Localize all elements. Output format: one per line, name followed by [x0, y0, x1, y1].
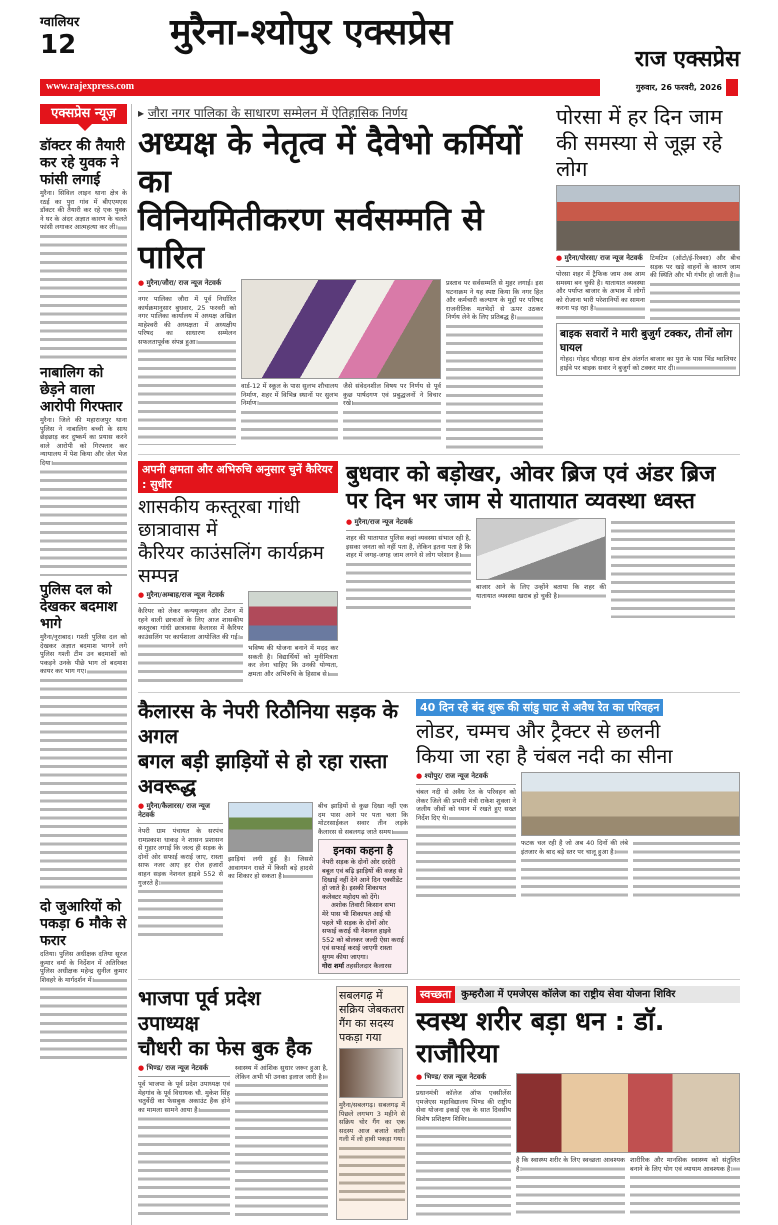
brief-body: मुरैना/नूराबाद। गश्ती पुलिस दल को देखकर अज्ञात बदमाश भागने लगे पुलिस गश्ती टीम उन बदमाशों को पकड़ने उनके पीछे भाग तो बदमाश कायर कर भाग गए। — [40, 633, 127, 893]
main-kicker: ▸ जौरा नगर पालिका के साधारण सम्मेलन में ऐतिहासिक निर्णय — [138, 106, 408, 120]
quote-text: मेरे पास भी शिकायत आई थी पहले भी सड़क के दोनों ओर सफाई कराई थी नेशनल हाइवे 552 को बोलकर जल्दी ऐसा कराई एवं सफाई कराई जाएगी रास्ता सुगम कीया जाएगा। — [322, 909, 404, 961]
bjp-col-1 — [138, 1064, 230, 1220]
page-body — [40, 104, 740, 1225]
health-col-2 — [516, 1073, 740, 1219]
main-photo — [241, 279, 441, 379]
main-story — [138, 104, 548, 449]
main-headline: अध्यक्ष के नेतृत्व में दैवेभो कर्मियों का विनियमितीकरण सर्वसम्मति से पारित — [138, 124, 523, 276]
main-body: वार्ड-12 में स्कूल के पास सुलभ शौचालय निर्माण, शहर में विभिन्न स्थानों पर सुलभ निर्माण। — [241, 382, 338, 442]
health-columns — [416, 1073, 740, 1219]
health-body: प्रधानमंत्री कॉलेज ऑफ एक्सीलेंस एमजेएस महाविद्यालय भिण्ड की राष्ट्रीय सेवा योजना इकाई एक के सात दिवसीय विशेष प्रशिक्षण शिविर। — [416, 1089, 511, 1219]
bike-body: गोहद। गोहद चौराहा थाना क्षेत्र अंतर्गत बाजार का पुरा के पास भिंड ग्वालियर हाईवे पर बाइक सवार ने बुजुर्ग को टक्कर मार दी। — [560, 355, 736, 372]
career-story — [138, 461, 338, 687]
career-byline: ● मुरैना/अम्बाह/राज न्यूज नेटवर्क — [138, 591, 243, 604]
career-headline: शासकीय कस्तूरबा गांधी छात्रावास में कैरियर काउंसलिंग कार्यक्रम सम्पन्न — [138, 496, 324, 587]
health-kicker-bar — [416, 986, 740, 1003]
jam-headline: बुधवार को बड़ोखर, ओवर ब्रिज एवं अंडर ब्रिज पर दिन भर जाम से यातायात व्यवस्था ध्वस्त — [346, 462, 716, 514]
sand-headline: लोडर, चम्मच और ट्रैक्टर से छलनी किया जा रहा है चंबल नदी का सीना — [416, 719, 673, 768]
career-body: भविष्य की योजना बनाने में मदद कर सकती है। विद्यार्थियों को मुनीमित्रता कर लेना चाहिए कि उनकी योग्यता, क्षमता और अभिरुचि के हिसाब से। — [248, 644, 338, 678]
health-tag: स्वच्छता — [416, 986, 455, 1003]
health-kicker: कुम्हरौआ में एमजेएस कॉलेज का राष्ट्रीय सेवा योजना शिविर — [461, 989, 676, 1001]
brief-body: दतिया। पुलिस अधीक्षक दतिया सूरज कुमार वर्मा के निर्देशन में अतिरिक्त पुलिस अधीक्षक महेन्द्र सुनील कुमार शिवहरे के मार्गदर्शन में। — [40, 950, 127, 1060]
row-4 — [138, 986, 740, 1225]
sand-col-2 — [521, 772, 740, 899]
career-col-1 — [138, 591, 243, 687]
jam-columns — [346, 518, 740, 618]
bjp-story — [138, 986, 328, 1220]
kailaras-body: झाड़ियां लगी हुई है। जिससे आवागमन रास्ते में किसी बड़े हादसे का शिकार हो सकता है। — [228, 855, 313, 881]
porsa-story — [556, 104, 740, 449]
main-body: नगर पालिका जौरा में पूर्व निर्धारित कार्यक्रमानुसार बुधवार, 25 फरवरी को नगर पालिका कार्यालय में अध्यक्ष अखिल माहेश्वरी की अध्यक्षता में अध्यक्षीय परिषद का साधारण सम्मेलन सफलतापूर्वक संपन्न हुआ। — [138, 295, 236, 445]
pickpocket-headline: सबलगढ़ में सक्रिय जेबकतरा गैंग का सदस्य पकड़ा गया — [339, 989, 405, 1045]
kailaras-photo — [228, 802, 313, 852]
jam-col-2 — [476, 518, 606, 618]
brief-title: दो जुआरियों को पकड़ा 6 मौके से फरार — [40, 899, 127, 949]
bjp-body: पूर्व भाजपा के पूर्व प्रदेश उपाध्यक्ष एवं मेहगांव के पूर्व विधायक चौ. मुकेश सिंह चतुर्वेदी का फेसबुक अकाउंट हैक होने का मामला सामने आया है। — [138, 1080, 230, 1220]
bjp-byline: ● भिण्ड/ राज न्यूज नेटवर्क — [138, 1064, 230, 1077]
pickpocket-photo — [339, 1048, 403, 1098]
health-story — [416, 986, 740, 1220]
brief-body: मुरैना। जिले की महाराजपुर थाना पुलिस ने नाबालिग बच्ची के साथ छेड़छाड़ कर दुष्कर्म का प्रयास करने वाले आरोपी को गिरफ्तार कर न्यायालय में पेश किया और जेल भेज दिया। — [40, 416, 127, 576]
sand-columns — [416, 772, 740, 899]
main-columns — [138, 279, 548, 449]
brief-police — [40, 582, 127, 893]
kailaras-body: नेपरी ग्राम पंचायत के सरपंच रामप्रकाश धाकड़ ने शासन प्रशासन से गुहार लगाई कि जल्द ही सड़क के दोनों ओर सफाई कराई जाए, रास्ता साफ नजर आए हर रोज हजारों वाहन सड़क नेशनल हाइवे 552 से गुजरते है। — [138, 827, 223, 937]
quote-text: नेपरी सड़क के दोनों ओर दरदेरी बबूल एवं बढ़ि झाड़ियों की वजह से दिखाई नहीं देने आने दिन एक्सीडेंट हो जाते है। इसकी शिकायत कलेक्टर महोदय को देंगे। — [322, 858, 403, 901]
sand-body: फटक चल रही है जो अब 40 दिनों की लंबे इंतजार के बाद बड़े स्तर पर चालू हुआ है। — [521, 839, 628, 899]
header-tab — [726, 79, 738, 96]
quote-author: गोरा शर्मा — [322, 961, 344, 970]
main-body: प्रस्ताव पर सर्वसम्मति से मुहर लगाई। इस घटनाक्रम ने यह स्पष्ट किया कि नगर हित और कर्मचारी कल्याण के मुद्दों पर परिषद राजनीतिक मतभेदों से ऊपर उठकर निर्णय लेने के लिए प्रतिबद्ध है। — [446, 279, 543, 449]
sand-subcols — [521, 839, 740, 899]
section-badge: एक्सप्रेस न्यूज़ — [40, 104, 127, 124]
bike-headline: बाइक सवारों ने मारी बुजुर्ग टक्कर, तीनों लोग घायल — [560, 328, 733, 354]
porsa-body: टिमटिम (ऑटो/ई-रिक्शा) और बीच सड़क पर खड़े वाहनों के कारण जाम की स्थिति और भी गंभीर हो जाती है। — [650, 254, 740, 320]
brief-minor — [40, 365, 127, 576]
career-body: कैरियर को लेकर कन्फ्यूजन और टेंशन में रहने वाली छात्राओं के लिए आज शासकीय कस्तूरबा गांधी छात्रावास कैलारस में कैरियर काउंसलिंग पर कार्यशाला आयोजित की गई। — [138, 607, 243, 687]
main-subcols — [241, 382, 441, 442]
sand-photo — [521, 772, 740, 836]
sand-body-filler — [633, 839, 740, 899]
brief-doctor — [40, 138, 127, 359]
page-number: 12 — [40, 30, 77, 60]
bjp-headline: भाजपा पूर्व प्रदेश उपाध्यक्ष चौधरी का फेस बुक हैक — [138, 986, 312, 1061]
pickpocket-body: मुरैना/सबलगढ़। सबलगढ़ में पिछले लगभग 3 महीने से सक्रिय चोर गैंग का एक सदस्य आज बजाते वाली गली में लो हावी पकड़ा गया। — [339, 1101, 405, 1201]
porsa-headline: पोरसा में हर दिन जाम की समस्या से जूझ रहे लोग — [556, 105, 723, 181]
main-col-1 — [138, 279, 236, 449]
kailaras-col-1 — [138, 802, 223, 974]
kailaras-headline: कैलारस के नेपरी रिठौनिया सड़क के अगल बगल बड़ी झाड़ियों से हो रहा रास्ता अवरूद्ध — [138, 699, 398, 798]
brand-logo: राज एक्सप्रेस — [635, 47, 740, 72]
left-column — [40, 104, 132, 1225]
pickpocket-box — [336, 986, 408, 1220]
bjp-columns — [138, 1064, 328, 1220]
jam-story — [346, 461, 740, 687]
career-kicker: अपनी क्षमता और अभिरुचि अनुसार चुनें कैरियर : सुधीर — [138, 461, 338, 493]
quote-title: इनका कहना है — [333, 844, 393, 858]
quote-author: अशोक तिवारी किसान सभा — [330, 901, 396, 910]
jam-body-filler — [611, 518, 735, 618]
kailaras-col-2 — [228, 802, 313, 974]
brief-body: मुरैना। सिविल लाइन थाना क्षेत्र के रठई का पुरा गांव में बीएएमएस डॉक्टर की तैयारी कर रहे एक युवक ने घर के अंदर अज्ञात कारण के चलते फांसी लगाकर आत्महत्या कर ली। — [40, 189, 127, 359]
kailaras-story — [138, 699, 408, 974]
health-photo — [516, 1073, 740, 1153]
health-byline: ● भिण्ड/ राज न्यूज नेटवर्क — [416, 1073, 511, 1086]
row-3 — [138, 699, 740, 980]
sand-kicker: 40 दिन रहे बंद शुरू की सांडु घाट से अवैध रेत का परिवहन — [416, 699, 663, 716]
sand-byline: ● श्योपुर/ राज न्यूज नेटवर्क — [416, 772, 516, 785]
health-headline: स्वस्थ शरीर बड़ा धन : डॉ. राजौरिया — [416, 1007, 665, 1070]
kailaras-byline: ● मुरैना/कैलारस/ राज न्यूज नेटवर्क — [138, 802, 223, 824]
porsa-body: पोरसा शहर में ट्रैफिक जाम अब आम समस्या बन चुकी है। यातायात व्यवस्था और पर्याप्त बाजार के अभाव में लोगों को रोजाना भारी परेशानियों का सामना करना पड़ रहा है। — [556, 270, 645, 320]
career-columns — [138, 591, 338, 687]
row-1 — [138, 104, 740, 455]
brief-title: नाबालिग को छेड़ने वाला आरोपी गिरफ्तार — [40, 365, 123, 415]
kailaras-col-3 — [318, 802, 408, 974]
main-byline: ● मुरैना/जौरा/ राज न्यूज नेटवर्क — [138, 279, 236, 292]
brief-gamblers — [40, 899, 127, 1060]
health-body: है कि स्वास्थ्य शरीर के लिए स्वच्छता आवश्यक है। — [516, 1156, 625, 1216]
health-body: शारीरिक और मानसिक स्वास्थ्य को संतुलित बनाने के लिए योग एवं व्यायाम आवश्यक है। — [630, 1156, 740, 1216]
jam-col-1 — [346, 518, 471, 618]
kailaras-body: बीच झाड़ियों से कुछ दिखा नहीं एक दम पास आने पर पता चला कि मोटरसाईकल सवार तीन लड़के कैलारस से सबलगढ़ जाते समय। — [318, 802, 408, 836]
health-col-1 — [416, 1073, 511, 1219]
brief-title: पुलिस दल को देखकर बदमाश भागे — [40, 582, 118, 632]
jam-photo — [476, 518, 606, 580]
career-photo — [248, 591, 338, 641]
jam-body: बाजार आने के लिए उन्होंने बताया कि शहर की यातायात व्यवस्था खराब हो चुकी है। — [476, 583, 606, 600]
bjp-body: स्वास्थ्य में आंशिक सुधार जरूर हुआ है, लेकिन अभी भी उनका इलाज जारी है। — [235, 1064, 328, 1220]
jam-byline: ● मुरैना/राज न्यूज नेटवर्क — [346, 518, 471, 531]
brief-title: डॉक्टर की तैयारी कर रहे युवक ने फांसी लगाई — [40, 138, 125, 188]
kailaras-columns — [138, 802, 408, 974]
porsa-byline: ● मुरैना/पोरसा/ राज न्यूज नेटवर्क — [556, 254, 645, 267]
website-link[interactable]: www.rajexpress.com — [46, 81, 135, 92]
issue-date: गुरुवार, 26 फरवरी, 2026 — [635, 83, 722, 92]
jam-body: शहर की यातायात पुलिस कहां व्यवस्था संभाल रही है, इसका जनता को नहीं पता है, लेकिन इतना पता है कि शहर में जगह-जगह जाम लगने से लोग परेशान है। — [346, 534, 471, 614]
bike-accident-box — [556, 323, 740, 376]
sand-col-1 — [416, 772, 516, 899]
career-col-2 — [248, 591, 338, 687]
porsa-photo — [556, 185, 740, 251]
quote-box — [318, 839, 408, 974]
quote-role: तहसीलदार कैलारस — [346, 961, 392, 970]
health-subcols — [516, 1156, 740, 1216]
porsa-columns — [556, 254, 740, 320]
main-area — [138, 104, 740, 1225]
sand-body: चंबल नदी से अवैध रेत के परिवहन को लेकर जिले की प्रभारी मंत्री राकेश शुक्ला ने जलीय जीवों को ध्यान में रखते हुए सख्त निर्देश दिए थे। — [416, 788, 516, 898]
sand-story — [416, 699, 740, 974]
edition-city: ग्वालियर — [40, 15, 80, 30]
main-body: जैसे संवेदनशील विषय पर निर्णय से पूर्व कुछ पार्षदगण एवं प्रबुद्धजनों ने विचार रखे। — [343, 382, 441, 442]
row-2 — [138, 461, 740, 693]
masthead: मुरैना-श्योपुर एक्सप्रेस — [170, 12, 453, 53]
main-col-2 — [241, 279, 441, 449]
porsa-col-1 — [556, 254, 645, 320]
